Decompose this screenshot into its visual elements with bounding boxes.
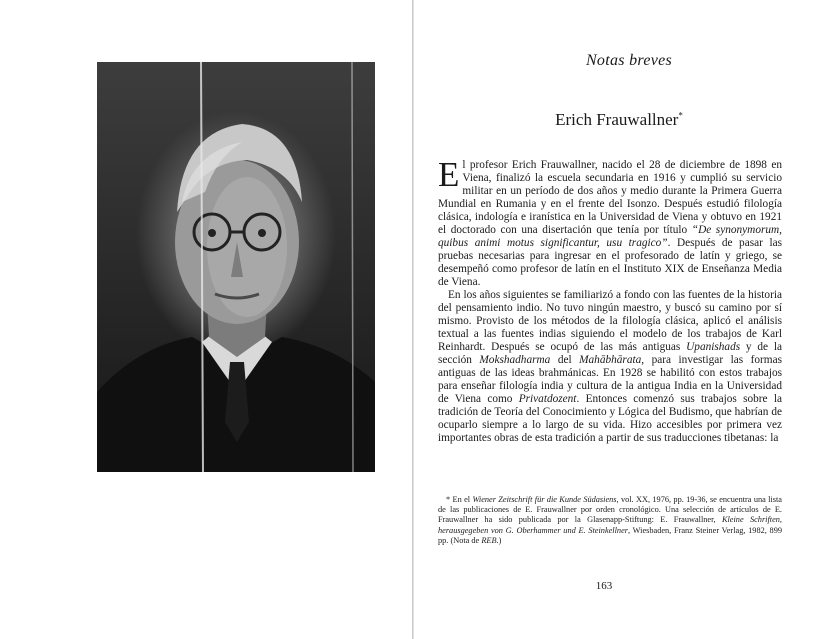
term-mokshadharma: Mokshadharma bbox=[479, 354, 551, 366]
paragraph-2-text-3: del bbox=[550, 354, 580, 366]
article-body bbox=[438, 155, 783, 445]
paragraph-2-text-1: En los años siguientes se familiarizó a fondo con las fuentes de la historia del pensamiento indio. No tuvo ningún maestro, y buscó su camino por sí mismo. Provisto de los métodos de la filología clásica, aplicó el análisis textual a las fuentes indias siguiendo el modelo de los trabajos de Karl Reinhardt. Después se ocupó de las más antiguas bbox=[438, 289, 782, 353]
paragraph-1-text-b: . Después de pasar las pruebas necesarias para ingresar en el profesorado de latín y griego, se desempeñó como profesor de latín en el Instituto XIX de Enseñanza Media de Viena. bbox=[438, 237, 782, 288]
footnote-text-2: , vol. XX, 1976, pp. 19-36, se encuentra una lista de las publicaciones de E. Frauwallner por orden cronológico. Una selección de artículos de E. Frauwallner ha sido publicada por la Glasenapp-Stiftung: E. Frauwallner, bbox=[438, 495, 782, 525]
term-privatdozent: Privatdozent bbox=[518, 393, 577, 405]
paragraph-2-text-4: , para investigar las formas antiguas de las ideas brahmánicas. En 1928 se habilitó con estos trabajos para enseñar filología india y cultura de la antigua India en la Universidad de Viena como bbox=[438, 354, 783, 405]
running-head: Notas breves bbox=[585, 52, 673, 69]
footnote-reb: REB bbox=[481, 535, 497, 545]
portrait-illustration bbox=[97, 62, 375, 472]
paragraph-2-text-5: . Entonces comenzó sus trabajos sobre la tradición de Teoría del Conocimiento y Lógica del Budismo, que habrían de ocuparlo siempre a lo largo de su vida. Hizo accesibles por primera vez importantes obras de esta tradición a partir de sus traducciones tibetanas: la bbox=[438, 393, 783, 444]
footnote-marker: * bbox=[678, 110, 683, 121]
article-title-text: Erich Frauwallner bbox=[555, 110, 679, 129]
drop-cap: E bbox=[438, 155, 460, 194]
article-title bbox=[514, 110, 724, 130]
footnote-text-4: .) bbox=[496, 535, 502, 545]
paragraph-2 bbox=[438, 289, 782, 445]
page-number: 163 bbox=[595, 580, 613, 592]
paragraph-1-text-a: l profesor Erich Frauwallner, nacido el 28 de diciembre de 1898 en Viena, finalizó la escuela secundaria en 1916 y cumplió su servicio militar en un período de dos años y medio durante la Primera Guerra Mundial en Rumania y en el frente del Isonzo. Después estudió filología clásica, indología e iranística en la Universidad de Viena y obtuvo en 1921 el doctorado con una disertación que tenía por título bbox=[438, 159, 782, 236]
right-page bbox=[414, 0, 828, 639]
left-page bbox=[0, 0, 412, 639]
footnote-text bbox=[438, 495, 782, 546]
paragraph-1 bbox=[438, 155, 783, 289]
footnote-journal: Wiener Zeitschrift für die Kunde Südasiens bbox=[472, 495, 617, 504]
footnote-text-3: , Wiesbaden, Franz Steiner Verlag, 1982, 899 pp. (Nota de bbox=[438, 525, 782, 545]
footnote bbox=[438, 495, 782, 546]
dissertation-title: “De synonymorum, quibus animi motus significantur, usu tragico” bbox=[438, 224, 783, 249]
term-mahabharata: Mahābhārata bbox=[579, 354, 642, 366]
footnote-text-1: * En el bbox=[446, 495, 473, 504]
paragraph-2-text-2: y de la sección bbox=[438, 341, 782, 366]
portrait-photo bbox=[97, 62, 375, 472]
term-upanishads: Upanishads bbox=[686, 341, 741, 353]
footnote-book-title: Kleine Schriften, herausgegeben von G. Oberhammer und E. Steinkellner bbox=[438, 515, 783, 535]
